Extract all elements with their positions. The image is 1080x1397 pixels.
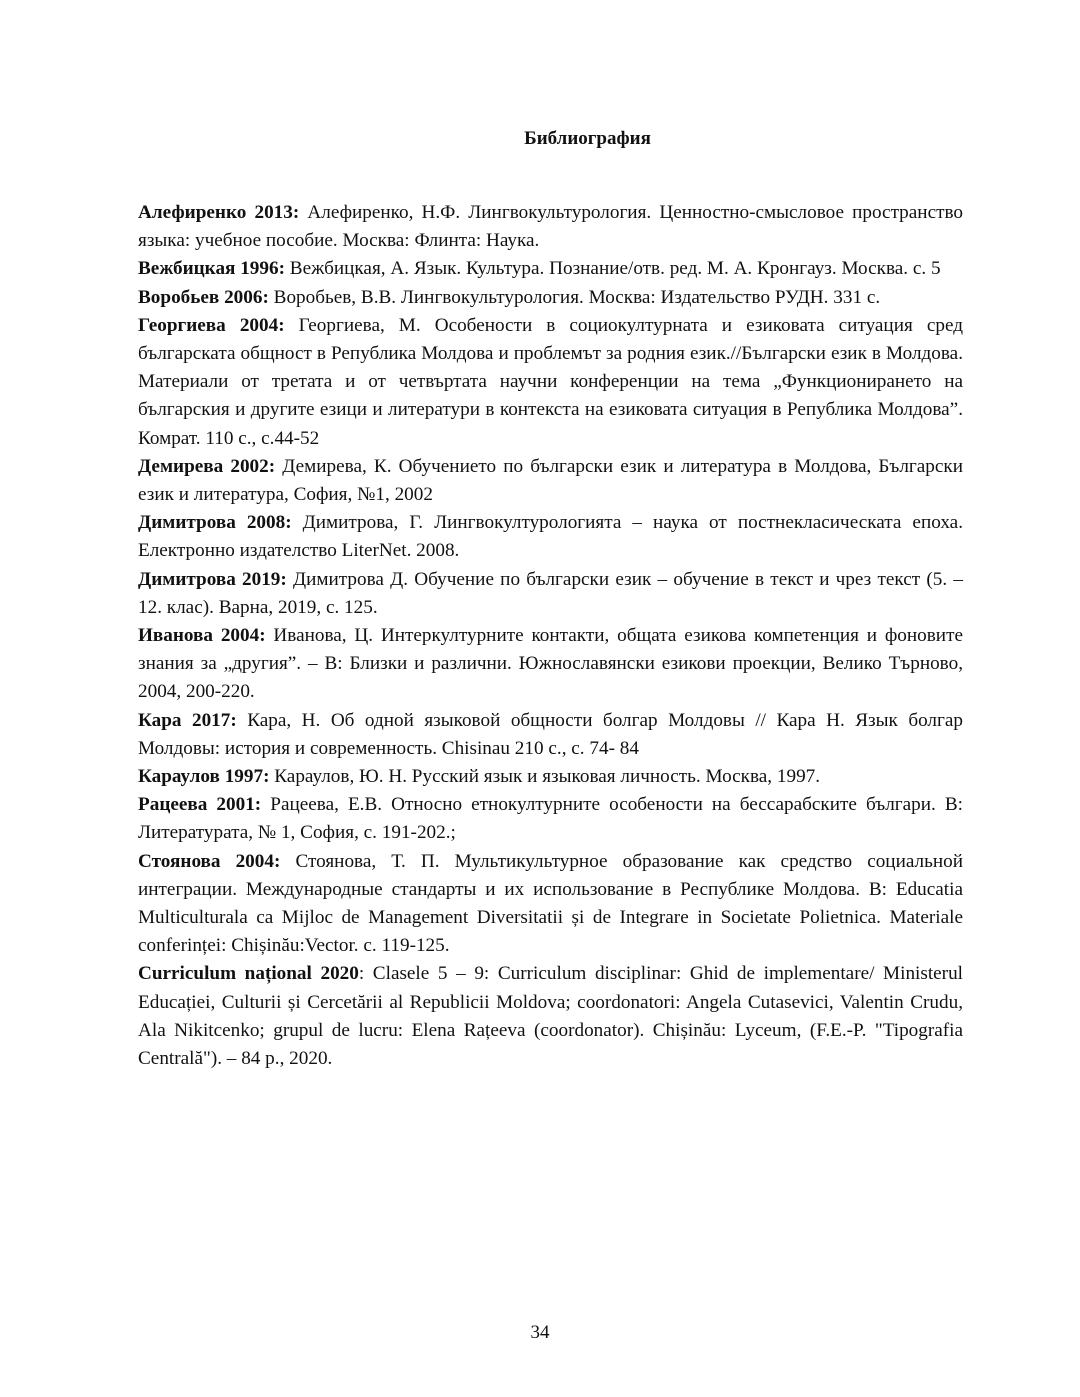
entry-key: Алефиренко 2013: (138, 202, 300, 223)
entry-key: Curriculum național 2020 (138, 963, 359, 985)
bibliography-entry (138, 960, 963, 1073)
entry-text: Караулов, Ю. Н. Русский язык и языковая личность. Москва, 1997. (269, 766, 821, 788)
entry-key: Рацеева 2001: (138, 794, 262, 816)
page-number: 34 (530, 1322, 550, 1343)
entry-key: Вежбицкая 1996: (138, 258, 285, 280)
entry-text: Вежбицкая, А. Язык. Культура. Познание/отв. ред. М. А. Кронгауз. Москва. с. 5 (284, 258, 941, 280)
entry-text: Димитрова Д. Обучение по български език – обучение в текст и чрез текст (5. – 12. клас). Варна, 2019, с. 125. (138, 568, 963, 618)
entry-key: Димитрова 2008: (138, 512, 292, 534)
entry-text: Алефиренко, Н.Ф. Лингвокультурология. Ценностно-смысловое пространство языка: учебное пособие. Москва: Флинта: Наука. (138, 202, 963, 252)
bibliography-entry (138, 284, 963, 312)
bibliography-entry (138, 622, 963, 707)
bibliography-entry (138, 453, 963, 509)
bibliography-entry (138, 509, 963, 565)
bibliography-entry (138, 312, 963, 453)
entry-key: Стоянова 2004: (138, 850, 281, 872)
bibliography-list (138, 199, 963, 1073)
entry-text: Воробьев, В.В. Лингвокультурология. Москва: Издательство РУДН. 331 с. (268, 286, 881, 308)
entry-key: Георгиева 2004: (138, 314, 285, 336)
entry-key: Кара 2017: (138, 709, 237, 731)
bibliography-entry (138, 791, 963, 847)
bibliography-entry (138, 848, 963, 961)
entry-text: : Clasele 5 – 9: Curriculum disciplinar: Ghid de implementare/ Ministerul Educației, Culturii și Cercetării al Republicii Moldova; coordonatori: Angela Cutasevici, Valentin Crudu, Ala Nikitcenko; grupul de lucru: Elena Rațeeva (coordonator). Chișinău: Lyceum, (F.E.-P. "Tipografia Centrală"). – 84 p., 2020. (138, 963, 963, 1070)
entry-key: Караулов 1997: (138, 766, 270, 788)
bibliography-entry (138, 255, 963, 283)
bibliography-entry (138, 763, 963, 791)
entry-key: Демирева 2002: (138, 455, 276, 477)
entry-key: Иванова 2004: (138, 625, 266, 647)
entry-text: Кара, Н. Об одной языковой общности болгар Молдовы // Кара Н. Язык болгар Молдовы: история и современность. Chisinau 210 с., с. 74- 84 (138, 709, 963, 759)
entry-text: Георгиева, М. Особености в социокултурната и езиковата ситуация сред българската общност в Република Молдова и проблемът за родния език.//Български език в Молдова. Материали от третата и от четвъртата научни конференции на тема „Функционирането на българския и другите езици и литератури в контекста на езиковата ситуация в Република Молдова”. Комрат. 110 с., с.44-52 (138, 314, 963, 449)
bibliography-title: Библиография (524, 128, 651, 149)
entry-text: Рацеева, Е.В. Относно етнокултурните особености на бессарабските българи. В: Литературата, № 1, София, с. 191-202.; (138, 794, 964, 844)
entry-text: Димитрова, Г. Лингвокултурологията – наука от постнекласическата епоха. Електронно издателство LiterNet. 2008. (138, 512, 963, 562)
entry-text: Демирева, К. Обучението по български език и литература в Молдова, Български език и литература, София, №1, 2002 (138, 455, 964, 506)
bibliography-entry (138, 199, 963, 255)
entry-text: Стоянова, Т. П. Мультикультурное образование как средство социальной интеграции. Международные стандарты и их использование в Республике Молдова. В: Educatia Multiculturala ca Mijloc de Management Diversitatii și de Integrare in Societate Polietnica. Materiale conferinței: Chișinău:Vector. с. 119-125. (138, 850, 963, 957)
entry-key: Воробьев 2006: (138, 286, 269, 308)
bibliography-entry (138, 566, 963, 622)
entry-key: Димитрова 2019: (138, 568, 287, 590)
entry-text: Иванова, Ц. Интеркултурните контакти, общата езикова компетенция и фоновите знания за „другия”. – В: Близки и различни. Южнославянски езикови проекции, Велико Търново, 2004, 200-220. (138, 625, 963, 703)
bibliography-entry (138, 707, 963, 763)
